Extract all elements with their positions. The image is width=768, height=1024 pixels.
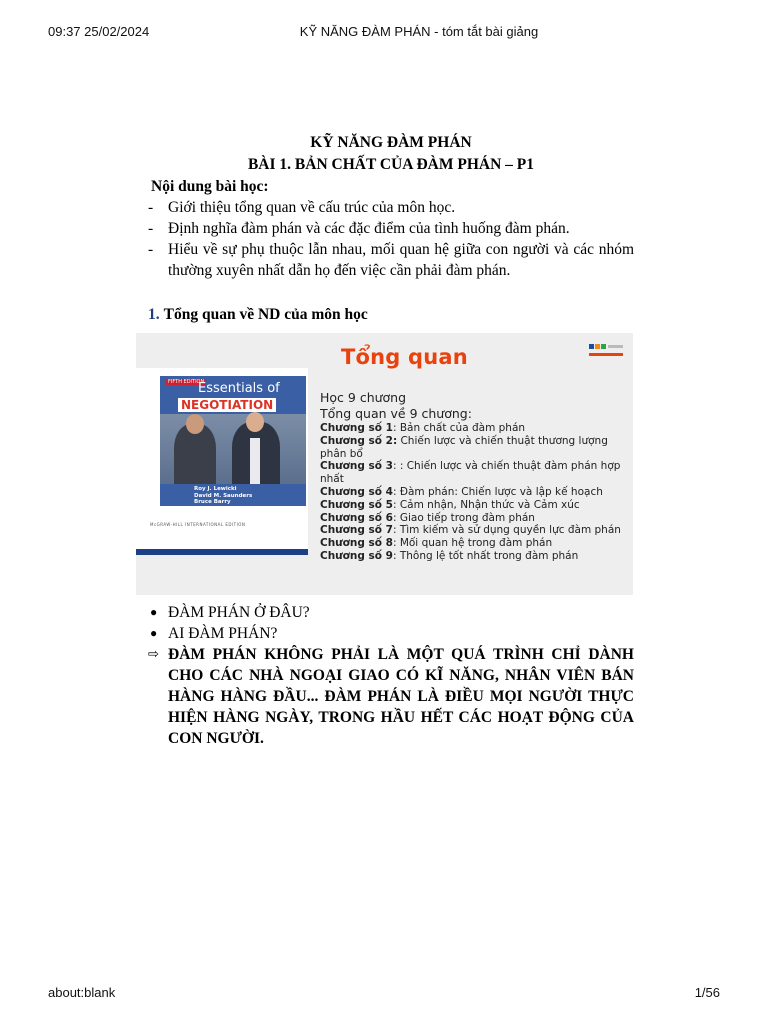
chapter-item: Chương số 7: Tìm kiếm và sử dụng quyền lực đàm phán <box>320 524 621 537</box>
print-footer <box>0 985 768 1003</box>
book-title-line2: NEGOTIATION <box>178 398 276 412</box>
slide-intro-2: Tổng quan về 9 chương: <box>320 406 472 421</box>
section-heading <box>148 304 634 326</box>
arrow-right-icon: ⇨ <box>148 647 159 662</box>
chapter-item: Chương số 3: : Chiến lược và chiến thuật đàm phán hợp nhất <box>320 460 621 486</box>
document-title: KỸ NĂNG ĐÀM PHÁN <box>310 134 472 151</box>
bullet-icon: ● <box>150 626 158 640</box>
list-item: ● AI ĐÀM PHÁN? <box>150 625 278 642</box>
emphasis-paragraph: ⇨ ĐÀM PHÁN KHÔNG PHẢI LÀ MỘT QUÁ TRÌNH CHỈ DÀNH CHO CÁC NHÀ NGOẠI GIAO CÓ KĨ NĂNG, NHÂN VIÊN BÁN HÀNG HÀNG ĐẦU... ĐÀM PHÁN LÀ ĐIỀU MỌI NGƯỜI THỰC HIỆN HÀNG NGÀY, TRONG HẦU HẾT CÁC HOẠT ĐỘNG CỦA CON NGƯỜI. <box>148 646 634 747</box>
slide-text <box>320 390 625 563</box>
section-number: 1. <box>148 306 160 323</box>
chapter-item: Chương số 1: Bản chất của đàm phán <box>320 422 526 434</box>
slide-title: Tổng quan <box>341 345 468 369</box>
chapter-item: Chương số 4: Đàm phán: Chiến lược và lập kế hoạch <box>320 485 603 498</box>
chapter-item: Chương số 5: Cảm nhận, Nhận thức và Cảm xúc <box>320 498 580 511</box>
list-item: - Định nghĩa đàm phán và các đặc điểm của tình huống đàm phán. <box>148 220 570 237</box>
book-publisher: McGRAW-HILL INTERNATIONAL EDITION <box>150 522 246 527</box>
print-datetime: 09:37 25/02/2024 <box>48 24 150 39</box>
chapter-item: Chương số 6: Giao tiếp trong đàm phán <box>320 511 535 524</box>
print-url: about:blank <box>48 985 116 1000</box>
content-label: Nội dung bài học: <box>151 178 269 195</box>
questions-section <box>148 602 634 749</box>
document-body <box>148 132 634 326</box>
document-subtitle: BÀI 1. BẢN CHẤT CỦA ĐÀM PHÁN – P1 <box>247 156 535 173</box>
book-title-line1: Essentials of <box>198 381 280 396</box>
book-cover-image <box>136 368 308 555</box>
list-item: - Hiểu về sự phụ thuộc lẫn nhau, mối quan hệ giữa con người và các nhóm thường xuyên nhất dẫn họ đến việc cần phải đàm phán. <box>148 241 634 279</box>
section-title: Tổng quan về ND của môn học <box>163 306 368 323</box>
book-authors: Roy J. Lewicki David M. Saunders Bruce Barry <box>194 486 253 505</box>
bullet-icon: ● <box>150 605 158 619</box>
chapter-item: Chương số 8: Mối quan hệ trong đàm phán <box>320 537 553 550</box>
book-photo <box>160 414 306 484</box>
book-edition: FIFTH EDITION <box>168 379 205 385</box>
question-list <box>148 602 634 644</box>
fpt-logo-icon <box>589 343 625 359</box>
overview-slide-image <box>136 333 633 595</box>
chapter-item: Chương số 2: Chiến lược và chiến thuật thương lượng phân bổ <box>320 434 608 460</box>
page-number: 1/56 <box>694 985 720 1000</box>
list-item: - Giới thiệu tổng quan về cấu trúc của môn học. <box>148 199 456 216</box>
slide-intro-1: Học 9 chương <box>320 390 407 405</box>
content-list <box>148 197 634 281</box>
print-doc-title: KỸ NĂNG ĐÀM PHÁN - tóm tắt bài giảng <box>299 24 539 39</box>
list-item: ● ĐÀM PHÁN Ở ĐÂU? <box>150 604 310 621</box>
chapter-item: Chương số 9: Thông lệ tốt nhất trong đàm phán <box>320 549 579 562</box>
print-header <box>0 24 768 42</box>
